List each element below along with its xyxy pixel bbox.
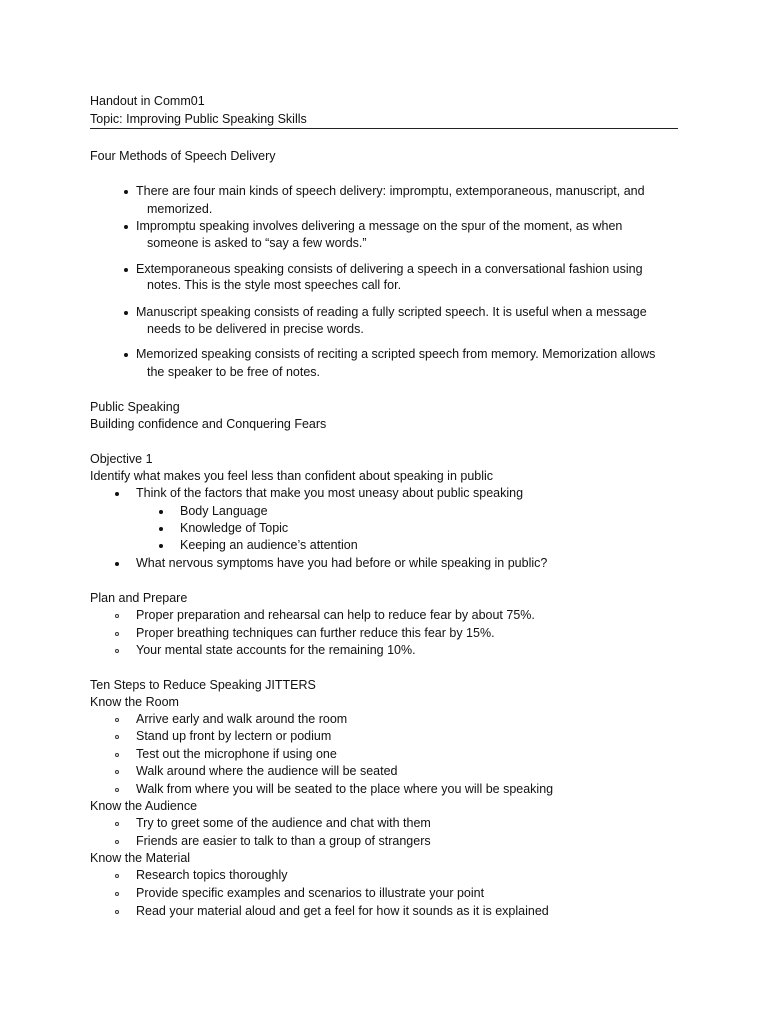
circle-bullet-icon	[115, 718, 119, 722]
bullet-icon	[159, 510, 163, 514]
bullet-icon	[124, 225, 128, 229]
methods-heading: Four Methods of Speech Delivery	[90, 149, 276, 163]
list-item: Try to greet some of the audience and chat with them	[136, 816, 431, 830]
circle-bullet-icon	[115, 614, 119, 618]
objective-heading: Objective 1	[90, 452, 153, 466]
list-item: Proper preparation and rehearsal can help to reduce fear by about 75%.	[136, 608, 535, 622]
circle-bullet-icon	[115, 770, 119, 774]
list-item: Manuscript speaking consists of reading a fully scripted speech. It is useful when a message	[136, 305, 647, 319]
sub-list-item: Body Language	[180, 504, 268, 518]
list-item-continuation: the speaker to be free of notes.	[147, 365, 321, 379]
know-material-heading: Know the Material	[90, 851, 191, 865]
circle-bullet-icon	[115, 753, 119, 757]
public-speaking-subheading: Building confidence and Conquering Fears	[90, 417, 327, 431]
circle-bullet-icon	[115, 910, 119, 914]
bullet-icon	[124, 311, 128, 315]
know-audience-heading: Know the Audience	[90, 799, 198, 813]
bullet-icon	[115, 562, 119, 566]
list-item: Arrive early and walk around the room	[136, 712, 348, 726]
bullet-icon	[115, 492, 119, 496]
list-item: Memorized speaking consists of reciting a scripted speech from memory. Memorization allows	[136, 347, 656, 361]
circle-bullet-icon	[115, 788, 119, 792]
bullet-icon	[159, 544, 163, 548]
list-item: Impromptu speaking involves delivering a message on the spur of the moment, as when	[136, 219, 623, 233]
bullet-icon	[124, 268, 128, 272]
list-item: There are four main kinds of speech delivery: impromptu, extemporaneous, manuscript, and	[136, 184, 645, 198]
list-item: What nervous symptoms have you had before or while speaking in public?	[136, 556, 548, 570]
circle-bullet-icon	[115, 822, 119, 826]
list-item: Research topics thoroughly	[136, 868, 288, 882]
topic-line: Topic: Improving Public Speaking Skills	[90, 112, 307, 126]
bullet-icon	[124, 190, 128, 194]
circle-bullet-icon	[115, 632, 119, 636]
circle-bullet-icon	[115, 735, 119, 739]
list-item: Walk from where you will be seated to the place where you will be speaking	[136, 782, 554, 796]
public-speaking-heading: Public Speaking	[90, 400, 180, 414]
steps-heading: Ten Steps to Reduce Speaking JITTERS	[90, 678, 316, 692]
list-item-continuation: needs to be delivered in precise words.	[147, 322, 364, 336]
list-item: Extemporaneous speaking consists of delivering a speech in a conversational fashion using	[136, 262, 643, 276]
list-item: Friends are easier to talk to than a group of strangers	[136, 834, 431, 848]
sub-list-item: Knowledge of Topic	[180, 521, 289, 535]
list-item-continuation: someone is asked to “say a few words.”	[147, 236, 367, 250]
circle-bullet-icon	[115, 892, 119, 896]
list-item: Walk around where the audience will be seated	[136, 764, 398, 778]
objective-intro: Identify what makes you feel less than confident about speaking in public	[90, 469, 494, 483]
header-divider	[90, 128, 678, 129]
list-item: Your mental state accounts for the remaining 10%.	[136, 643, 416, 657]
list-item-continuation: memorized.	[147, 202, 213, 216]
list-item: Provide specific examples and scenarios to illustrate your point	[136, 886, 485, 900]
plan-heading: Plan and Prepare	[90, 591, 188, 605]
list-item: Test out the microphone if using one	[136, 747, 337, 761]
circle-bullet-icon	[115, 874, 119, 878]
list-item-continuation: notes. This is the style most speeches call for.	[147, 278, 402, 292]
handout-title: Handout in Comm01	[90, 94, 205, 108]
circle-bullet-icon	[115, 840, 119, 844]
bullet-icon	[159, 527, 163, 531]
list-item: Think of the factors that make you most uneasy about public speaking	[136, 486, 524, 500]
list-item: Read your material aloud and get a feel for how it sounds as it is explained	[136, 904, 549, 918]
circle-bullet-icon	[115, 649, 119, 653]
list-item: Stand up front by lectern or podium	[136, 729, 332, 743]
list-item: Proper breathing techniques can further reduce this fear by 15%.	[136, 626, 495, 640]
bullet-icon	[124, 353, 128, 357]
know-room-heading: Know the Room	[90, 695, 179, 709]
sub-list-item: Keeping an audience’s attention	[180, 538, 358, 552]
